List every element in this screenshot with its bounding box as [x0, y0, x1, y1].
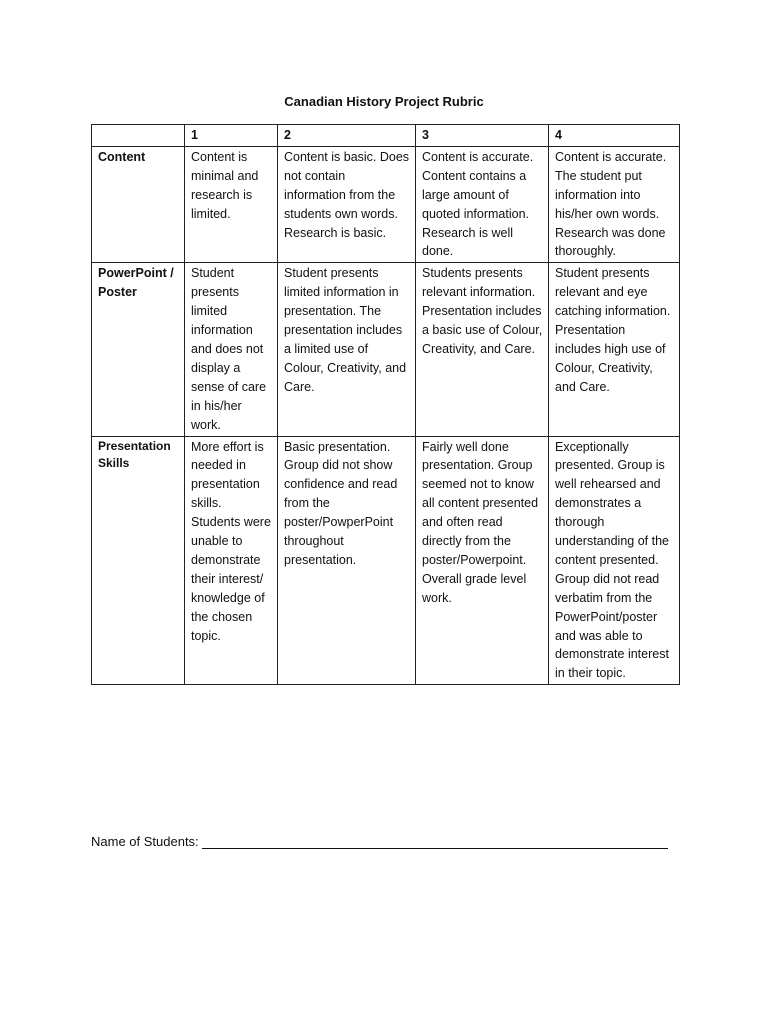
- rubric-cell: Fairly well done presentation. Group seemed not to know all content presented and often read directly from the poster/Powerpoint. Overall grade level work.: [416, 436, 549, 685]
- rubric-table: [91, 124, 680, 685]
- rubric-row-content: [92, 146, 680, 262]
- document-title: Canadian History Project Rubric: [284, 94, 484, 109]
- criterion-label: Presentation Skills: [92, 436, 185, 685]
- criterion-label: Content: [92, 146, 185, 262]
- rubric-cell: Content is accurate. Content contains a large amount of quoted information. Research is well done.: [416, 146, 549, 262]
- rubric-cell: Content is accurate. The student put information into his/her own words. Research was done thoroughly.: [549, 146, 680, 262]
- rubric-cell: Student presents limited information and does not display a sense of care in his/her work.: [185, 263, 278, 436]
- rubric-row-powerpoint-poster: [92, 263, 680, 436]
- score-header-1: 1: [185, 125, 278, 147]
- rubric-cell: Student presents limited information in presentation. The presentation includes a limited use of Colour, Creativity, and Care.: [278, 263, 416, 436]
- rubric-cell: Students presents relevant information. Presentation includes a basic use of Colour, Creativity, and Care.: [416, 263, 549, 436]
- rubric-cell: Content is minimal and research is limited.: [185, 146, 278, 262]
- student-names-label: Name of Students:: [91, 834, 199, 849]
- score-header-2: 2: [278, 125, 416, 147]
- criterion-label: PowerPoint / Poster: [92, 263, 185, 436]
- rubric-row-presentation-skills: [92, 436, 680, 685]
- rubric-cell: Content is basic. Does not contain information from the students own words. Research is basic.: [278, 146, 416, 262]
- rubric-header-row: [92, 125, 680, 147]
- rubric-cell: Student presents relevant and eye catching information. Presentation includes high use of Colour, Creativity, and Care.: [549, 263, 680, 436]
- rubric-cell: More effort is needed in presentation skills. Students were unable to demonstrate their interest/ knowledge of the chosen topic.: [185, 436, 278, 685]
- rubric-cell: Basic presentation. Group did not show confidence and read from the poster/PowperPoint throughout presentation.: [278, 436, 416, 685]
- student-names-blank[interactable]: [202, 834, 668, 849]
- score-header-3: 3: [416, 125, 549, 147]
- rubric-cell: Exceptionally presented. Group is well rehearsed and demonstrates a thorough understanding of the content presented. Group did not read verbatim from the PowerPoint/poster and was able to demonstrate interest in their topic.: [549, 436, 680, 685]
- criterion-header-cell: [92, 125, 185, 147]
- student-names-line: [91, 834, 679, 849]
- score-header-4: 4: [549, 125, 680, 147]
